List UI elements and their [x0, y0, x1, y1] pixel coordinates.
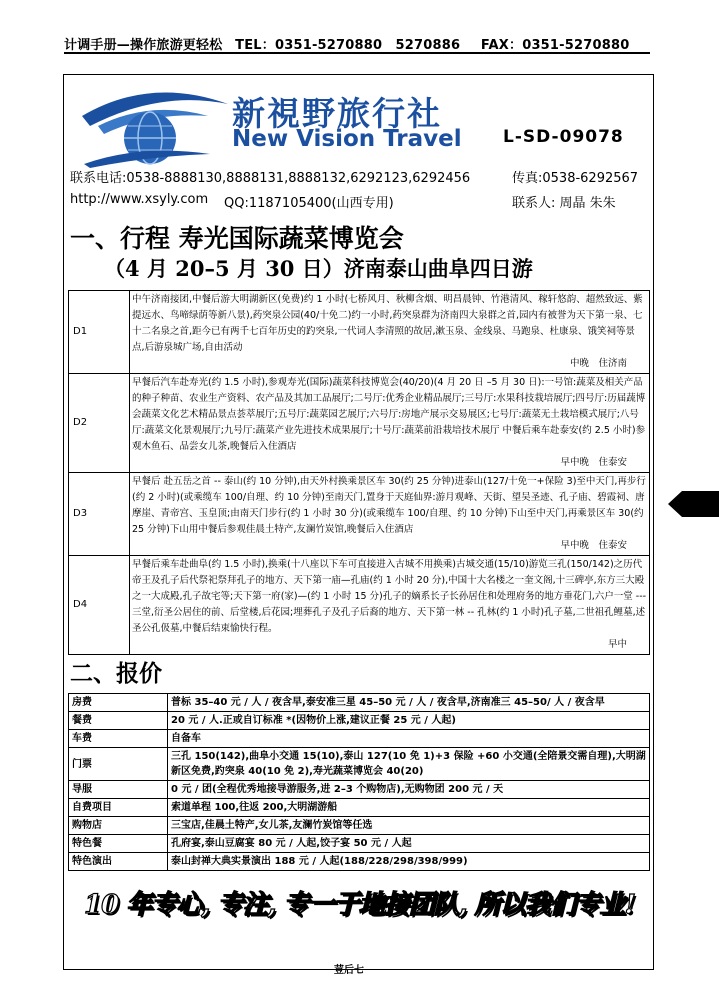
- section1-subtitle: （4 月 20–5 月 30 日）济南泰山曲阜四日游: [104, 256, 533, 281]
- header-divider: [64, 52, 650, 54]
- price-value: 三宝店,佳晨土特产,女儿茶,友澜竹炭馆等任选: [168, 817, 650, 835]
- price-value: 普标 35–40 元 / 人 / 夜含早,泰安准三星 45–50 元 / 人 / 夜含早,济南准三 45–50/ 人 / 夜含早: [168, 694, 650, 712]
- contact-qq: QQ:1187105400(山西专用): [224, 196, 394, 211]
- price-key: 车费: [69, 730, 168, 748]
- contact-person: 联系人: 周晶 朱朱: [512, 196, 616, 211]
- page-footer: 荳后七: [334, 965, 364, 976]
- day-label: D3: [69, 473, 130, 556]
- day-description: 早餐后 赴五岳之首 -- 泰山(约 10 分钟),由天外村换乘景区车 30(约 25 分钟)进泰山(127/十免一+保险 3)至中天门,再步行(约 2 小时)(或乘缆车 100/自理、约 10 分钟)至南天门,置身于天庭仙界:游月观峰、天街、望吴圣迹、孔子庙、碧霞祠、唐摩崖、青帝宫、玉皇顶;由南天门步行(约 1 小时 30 分)(或乘缆车 100/自理、约 10 分钟)下山至中天门,再乘景区车 30(约 25 分钟)下山用中餐后参观佳晨土特产,友澜竹炭馆,晚餐后入住酒店 早中晚 住泰安: [130, 473, 650, 556]
- pricing-row: [69, 694, 650, 712]
- meal-info: 早中晚 住泰安: [560, 540, 627, 551]
- contact-fax: 传真:0538-6292567: [512, 171, 639, 186]
- meal-info: 早中: [607, 639, 627, 650]
- pricing-row: [69, 853, 650, 871]
- route-code: L-SD-09078: [503, 127, 624, 147]
- header-slogan: 计调手册—操作旅游更轻松: [64, 38, 223, 53]
- header-tel: TEL：0351-5270880 5270886: [235, 38, 461, 53]
- section2-title: 二、报价: [70, 660, 162, 687]
- price-value: 索道单程 100,往返 200,大明湖游船: [168, 799, 650, 817]
- meal-info: 早中晚 住泰安: [560, 457, 627, 468]
- day-description: 中午济南接团,中餐后游大明湖新区(免费)约 1 小时(七桥风月、秋柳含烟、明昌晨钟、竹港清风、稼轩悠韵、超然致远、紫提远水、鸟啼绿荫等新八景),药突泉公园(40/十免二)约一小时,药突泉群为济南四大泉群之首,园内有被誉为天下第一泉、七十二名泉之首,距今已有两千七百年历史的趵突泉,一代词人李清照的故居,漱玉泉、金线泉、马跑泉、杜康泉、饿笑祠等景点,后游泉城广场,自由活动 中晚 住济南: [130, 291, 650, 374]
- day-label: D1: [69, 291, 130, 374]
- contact-phone: 联系电话:0538-8888130,8888131,8888132,6292123,6292456: [70, 171, 471, 186]
- itinerary-row: [69, 291, 650, 374]
- pricing-row: [69, 817, 650, 835]
- pricing-row: [69, 712, 650, 730]
- day-label: D4: [69, 556, 130, 655]
- price-value: 自备车: [168, 730, 650, 748]
- price-value: 20 元 / 人.正或自订标准 *(因物价上涨,建议正餐 25 元 / 人起): [168, 712, 650, 730]
- itinerary-row: [69, 473, 650, 556]
- price-value: 三孔 150(142),曲阜小交通 15(10),泰山 127(10 免 1)+3 保险 +60 小交通(全陪景交需自理),大明湖新区免费,趵突泉 40(10 免 2),寿光蔬菜博览会 40(20): [168, 748, 650, 781]
- price-key: 门票: [69, 748, 168, 781]
- day-description: 早餐后汽车赴寿光(约 1.5 小时),参观寿光(国际)蔬菜科技博览会(40/20)(4 月 20 日 –5 月 30 日):一号馆:蔬菜及相关产品的种子种苗、农业生产资料、农产品及其加工品展厅;二号厅:优秀企业精品展厅;三号厅:水果科技栽培展厅;四号厅:历届蔬博会蔬菜文化艺术精品景点荟萃展厅;五号厅:蔬菜园艺展厅;六号厅:房地产展示交易展区;七号厅:蔬菜无土栽培模式展厅;八号厅:蔬菜文化景观展厅;九号厅:蔬菜产业先进技术成果展厅;十号厅:蔬菜前沿栽培技术展厅 中餐后乘车赴泰安(约 2.5 小时)参观木鱼石、品尝女儿茶,晚餐后入住酒店 早中晚 住泰安: [130, 374, 650, 473]
- price-key: 特色演出: [69, 853, 168, 871]
- brand-name-cn: 新視野旅行社: [232, 94, 442, 133]
- price-value: 0 元 / 团(全程优秀地接导游服务,进 2–3 个购物店),无购物团 200 元 / 天: [168, 781, 650, 799]
- pricing-table: [68, 693, 650, 871]
- price-value: 孔府宴,泰山豆腐宴 80 元 / 人起,饺子宴 50 元 / 人起: [168, 835, 650, 853]
- day-label: D2: [69, 374, 130, 473]
- pricing-row: [69, 799, 650, 817]
- price-key: 购物店: [69, 817, 168, 835]
- header-fax: FAX：0351-5270880: [480, 38, 630, 53]
- header-bar: [64, 34, 650, 53]
- itinerary-row: [69, 374, 650, 473]
- pricing-row: [69, 730, 650, 748]
- pricing-row: [69, 781, 650, 799]
- pricing-row: [69, 748, 650, 781]
- day-description: 早餐后乘车赴曲阜(约 1.5 小时),换乘(十八座以下车可直接进入古城不用换乘)古城交通(15/10)游览三孔(150/142)之历代帝王及孔子后代祭祀祭拜孔子的地方、天下第一庙—孔庙(约 1 小时 20 分),中国十大名楼之一奎文阁,十三碑亭,东方三大殿之一大成殿,孔子故宅等;天下第一府(家)—(约 1 小时 15 分)孔子的嫡系长子长孙居住和处理府务的地方垂花门,六户一堂 --- 三堂,衍圣公居住的前、后堂楼,后花园;埋葬孔子及孔子后裔的地方、天下第一林 -- 孔林(约 1 小时)孔子墓,二世祖孔鲤墓,述圣公孔伋墓,中餐后结束愉快行程。 早中: [130, 556, 650, 655]
- itinerary-table: [68, 290, 650, 655]
- price-key: 餐费: [69, 712, 168, 730]
- brand-name-en: New Vision Travel: [232, 126, 462, 152]
- page-tab-arrow-icon[interactable]: [668, 491, 719, 517]
- meal-info: 中晚 住济南: [569, 358, 627, 369]
- section1-title: 一、行程 寿光国际蔬菜博览会: [70, 224, 404, 253]
- price-key: 导服: [69, 781, 168, 799]
- pricing-row: [69, 835, 650, 853]
- eye-logo: [80, 86, 230, 168]
- website-link[interactable]: http://www.xsyly.com: [70, 192, 209, 207]
- price-key: 特色餐: [69, 835, 168, 853]
- price-key: 自费项目: [69, 799, 168, 817]
- price-value: 泰山封禅大典实景演出 188 元 / 人起(188/228/298/398/999): [168, 853, 650, 871]
- company-slogan: 10 年专心, 专注, 专一于地接团队, 所以我们专业!: [84, 890, 635, 920]
- itinerary-row: [69, 556, 650, 655]
- price-key: 房费: [69, 694, 168, 712]
